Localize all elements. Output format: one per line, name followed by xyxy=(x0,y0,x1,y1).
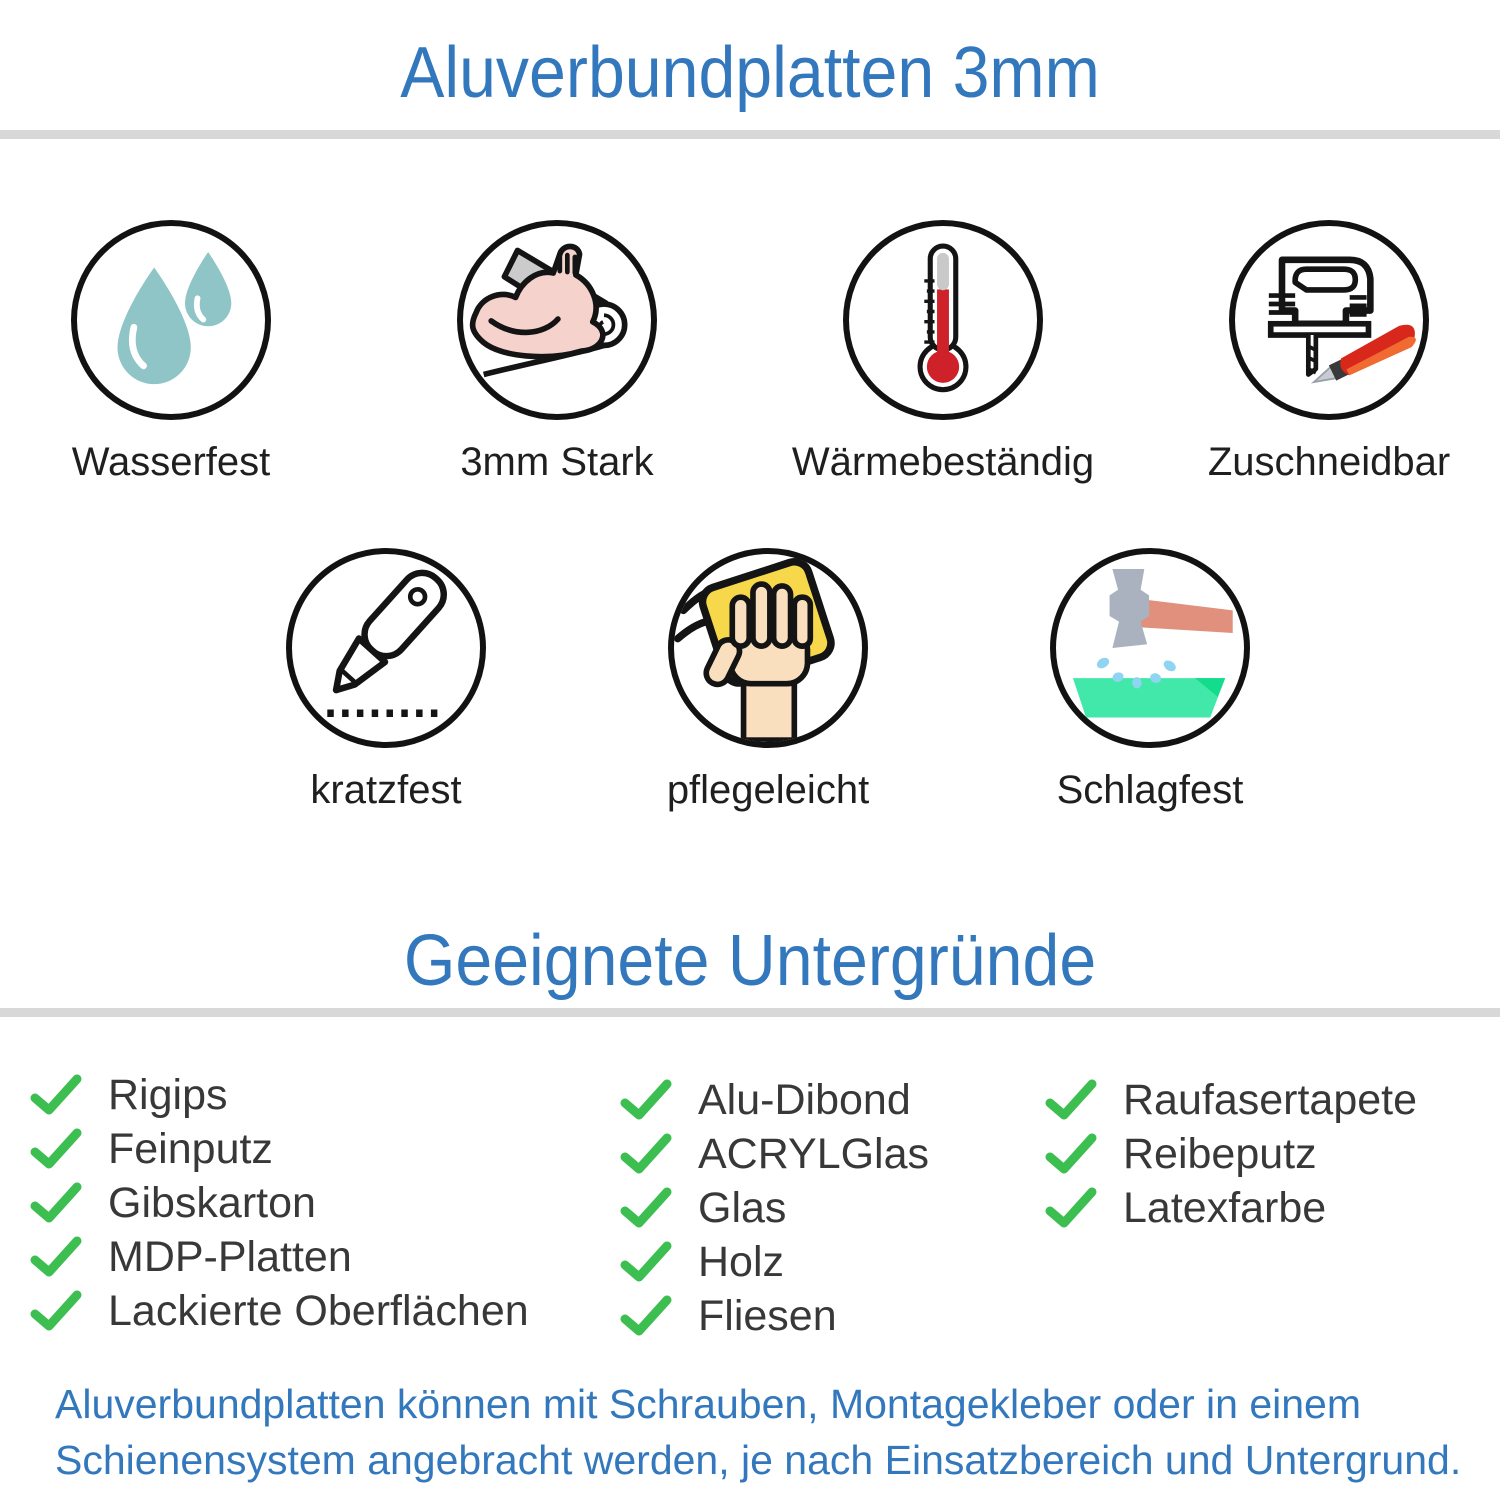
checklist-label: Lackierte Oberflächen xyxy=(108,1286,529,1335)
check-icon xyxy=(620,1079,672,1121)
check-icon xyxy=(1045,1079,1097,1121)
feature-label: Zuschneidbar xyxy=(1207,440,1451,484)
checklist-item xyxy=(620,1235,929,1289)
feature-item-wasserfest xyxy=(10,220,332,485)
feature-item-kratzfest xyxy=(225,548,547,813)
divider-bar xyxy=(0,130,1500,139)
hand-cloth-icon xyxy=(674,552,862,744)
checklist-label: Reibeputz xyxy=(1123,1129,1317,1178)
checklist-label: Gibskarton xyxy=(108,1178,316,1227)
checklist-column-1 xyxy=(30,1068,529,1338)
checklist-item xyxy=(30,1284,529,1338)
feature-item-pflegeleicht xyxy=(607,548,929,813)
feature-circle xyxy=(1050,548,1250,748)
checklist-label: Glas xyxy=(698,1183,787,1232)
feature-circle xyxy=(457,220,657,420)
check-icon xyxy=(30,1074,82,1116)
feature-label: pflegeleicht xyxy=(666,768,870,812)
checklist-column-2 xyxy=(620,1073,929,1343)
check-icon xyxy=(1045,1187,1097,1229)
checklist-label: Rigips xyxy=(108,1070,228,1119)
checklist-column-3 xyxy=(1045,1073,1417,1235)
checklist-item xyxy=(1045,1181,1417,1235)
checklist-item xyxy=(30,1122,529,1176)
check-icon xyxy=(30,1128,82,1170)
check-icon xyxy=(30,1182,82,1224)
thermometer-icon xyxy=(858,235,1028,405)
checklist-item xyxy=(1045,1073,1417,1127)
jigsaw-icon xyxy=(1235,225,1423,415)
check-icon xyxy=(30,1236,82,1278)
checklist-label: ACRYLGlas xyxy=(698,1129,930,1178)
footer-line-2: Schienensystem angebracht werden, je nach Einsatzbereich und Untergrund. xyxy=(55,1437,1462,1483)
hammer-icon xyxy=(1056,552,1244,744)
feature-label: Wasserfest xyxy=(71,440,271,484)
checklist-label: Latexfarbe xyxy=(1123,1183,1327,1232)
feature-circle xyxy=(668,548,868,748)
check-icon xyxy=(620,1295,672,1337)
checklist-label: Alu-Dibond xyxy=(698,1075,911,1124)
feature-circle xyxy=(843,220,1043,420)
checklist-label: MDP-Platten xyxy=(108,1232,352,1281)
checklist-item xyxy=(620,1181,929,1235)
feature-row-1 xyxy=(10,220,1490,485)
checklist-label: Fliesen xyxy=(698,1291,837,1340)
checklist-item xyxy=(30,1230,529,1284)
feature-circle xyxy=(1229,220,1429,420)
checklist-item xyxy=(620,1289,929,1343)
checklist-label: Raufasertapete xyxy=(1123,1075,1418,1124)
feature-row-2 xyxy=(36,548,1500,813)
feature-label: Wärmebeständig xyxy=(791,440,1095,484)
feature-circle xyxy=(286,548,486,748)
utility-knife-icon xyxy=(294,556,479,741)
checklist-item xyxy=(620,1127,929,1181)
checklist-item xyxy=(30,1068,529,1122)
check-icon xyxy=(620,1133,672,1175)
checklist-label: Holz xyxy=(698,1237,785,1286)
feature-label: Schlagfest xyxy=(1056,768,1244,812)
footer-note xyxy=(55,1376,1461,1488)
feature-label: 3mm Stark xyxy=(460,440,654,484)
checklist-item xyxy=(30,1176,529,1230)
checklist-label: Feinputz xyxy=(108,1124,273,1173)
check-icon xyxy=(30,1290,82,1332)
feature-label: kratzfest xyxy=(310,768,462,812)
check-icon xyxy=(1045,1133,1097,1175)
feature-item-3mm-stark xyxy=(396,220,718,485)
checklist-item xyxy=(1045,1127,1417,1181)
muscle-arm-icon xyxy=(463,225,651,415)
check-icon xyxy=(620,1187,672,1229)
water-drops-icon xyxy=(104,248,239,393)
section-title-substrates: Geeignete Untergründe xyxy=(403,921,1097,1001)
divider-bar xyxy=(0,1008,1500,1017)
page-title: Aluverbundplatten 3mm xyxy=(400,33,1100,113)
feature-circle xyxy=(71,220,271,420)
feature-item-waermebestaendig xyxy=(782,220,1104,485)
feature-item-schlagfest xyxy=(989,548,1311,813)
check-icon xyxy=(620,1241,672,1283)
footer-line-1: Aluverbundplatten können mit Schrauben, Montagekleber oder in einem xyxy=(55,1381,1361,1427)
checklist-item xyxy=(620,1073,929,1127)
feature-item-zuschneidbar xyxy=(1168,220,1490,485)
